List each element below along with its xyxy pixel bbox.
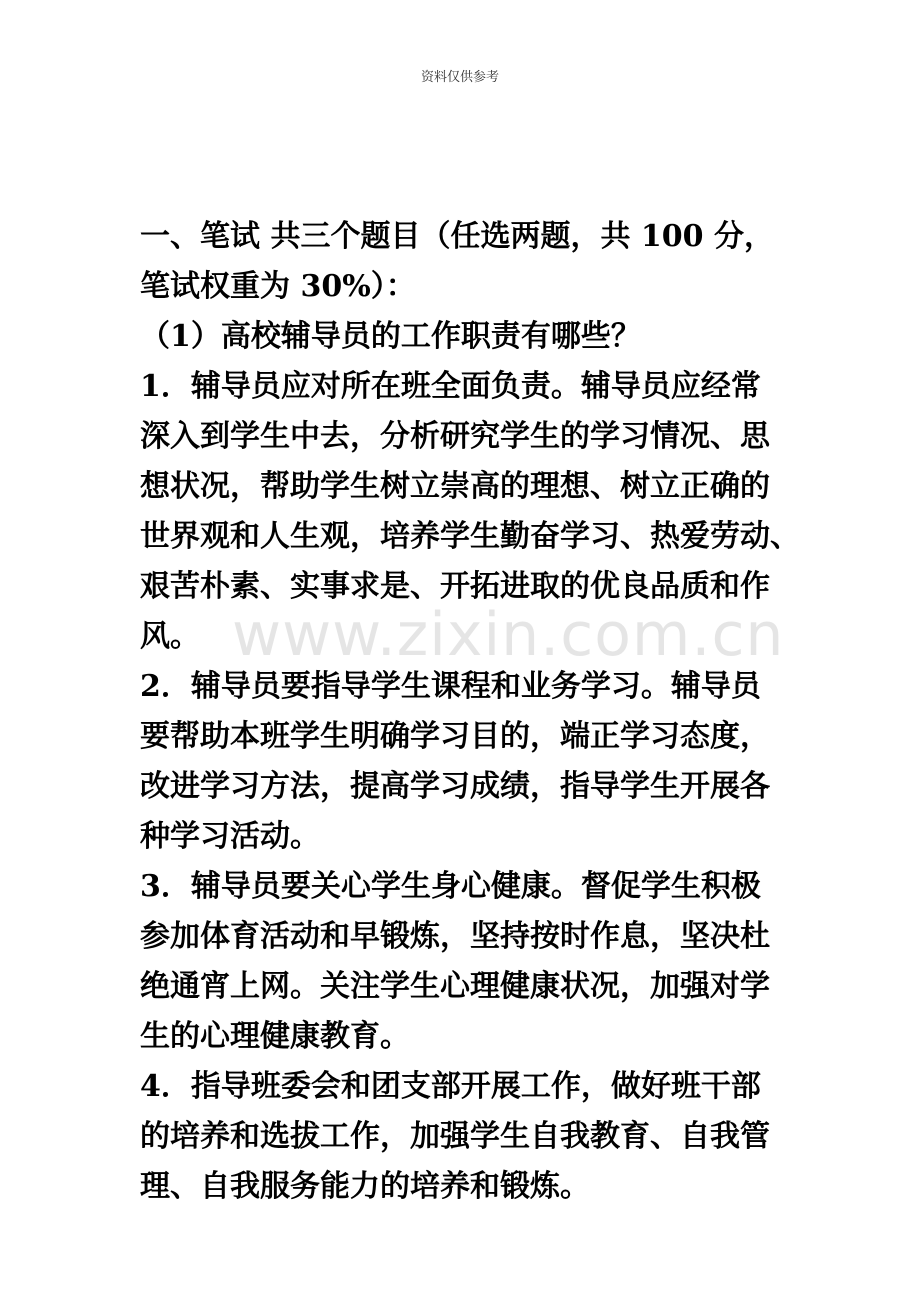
document-body bbox=[140, 212, 800, 1212]
paragraph-line: 的培养和选拔工作，加强学生自我教育、自我管 bbox=[140, 1119, 770, 1154]
paragraph-line: 艰苦朴素、实事求是、开拓进取的优良品质和作 bbox=[140, 569, 770, 604]
paragraph-line: 生的心理健康教育。 bbox=[140, 1019, 410, 1054]
header-note: 资料仅供参考 bbox=[420, 70, 499, 85]
paragraph-line: 种学习活动。 bbox=[140, 819, 320, 854]
paragraph-line: 世界观和人生观，培养学生勤奋学习、热爱劳动、 bbox=[140, 519, 800, 554]
paragraph-line: 4．指导班委会和团支部开展工作，做好班干部 bbox=[140, 1069, 761, 1104]
paragraph-line: 深入到学生中去，分析研究学生的学习情况、思 bbox=[140, 419, 770, 454]
paragraph-line: 1．辅导员应对所在班全面负责。辅导员应经常 bbox=[140, 369, 761, 404]
paragraph-line: 绝通宵上网。关注学生心理健康状况，加强对学 bbox=[140, 969, 770, 1004]
watermark-text: www.zixin.com.cn bbox=[232, 600, 785, 670]
paragraph-line: 参加体育活动和早锻炼，坚持按时作息，坚决杜 bbox=[140, 919, 770, 954]
paragraph-line: 改进学习方法，提高学习成绩，指导学生开展各 bbox=[140, 769, 770, 804]
paragraph-line: 理、自我服务能力的培养和锻炼。 bbox=[140, 1169, 590, 1204]
paragraph-line: 风。 bbox=[140, 619, 200, 654]
paragraph-line: 要帮助本班学生明确学习目的，端正学习态度， bbox=[140, 719, 770, 754]
question-title: （1）高校辅导员的工作职责有哪些？ bbox=[140, 319, 641, 354]
heading-line-2: 笔试权重为 30%）： bbox=[140, 269, 416, 304]
paragraph-line: 3．辅导员要关心学生身心健康。督促学生积极 bbox=[140, 869, 761, 904]
heading-line-1: 一、笔试 共三个题目（任选两题，共 100 分， bbox=[140, 219, 774, 254]
paragraph-line: 想状况，帮助学生树立崇高的理想、树立正确的 bbox=[140, 469, 770, 504]
paragraph-line: 2．辅导员要指导学生课程和业务学习。辅导员 bbox=[140, 669, 761, 704]
